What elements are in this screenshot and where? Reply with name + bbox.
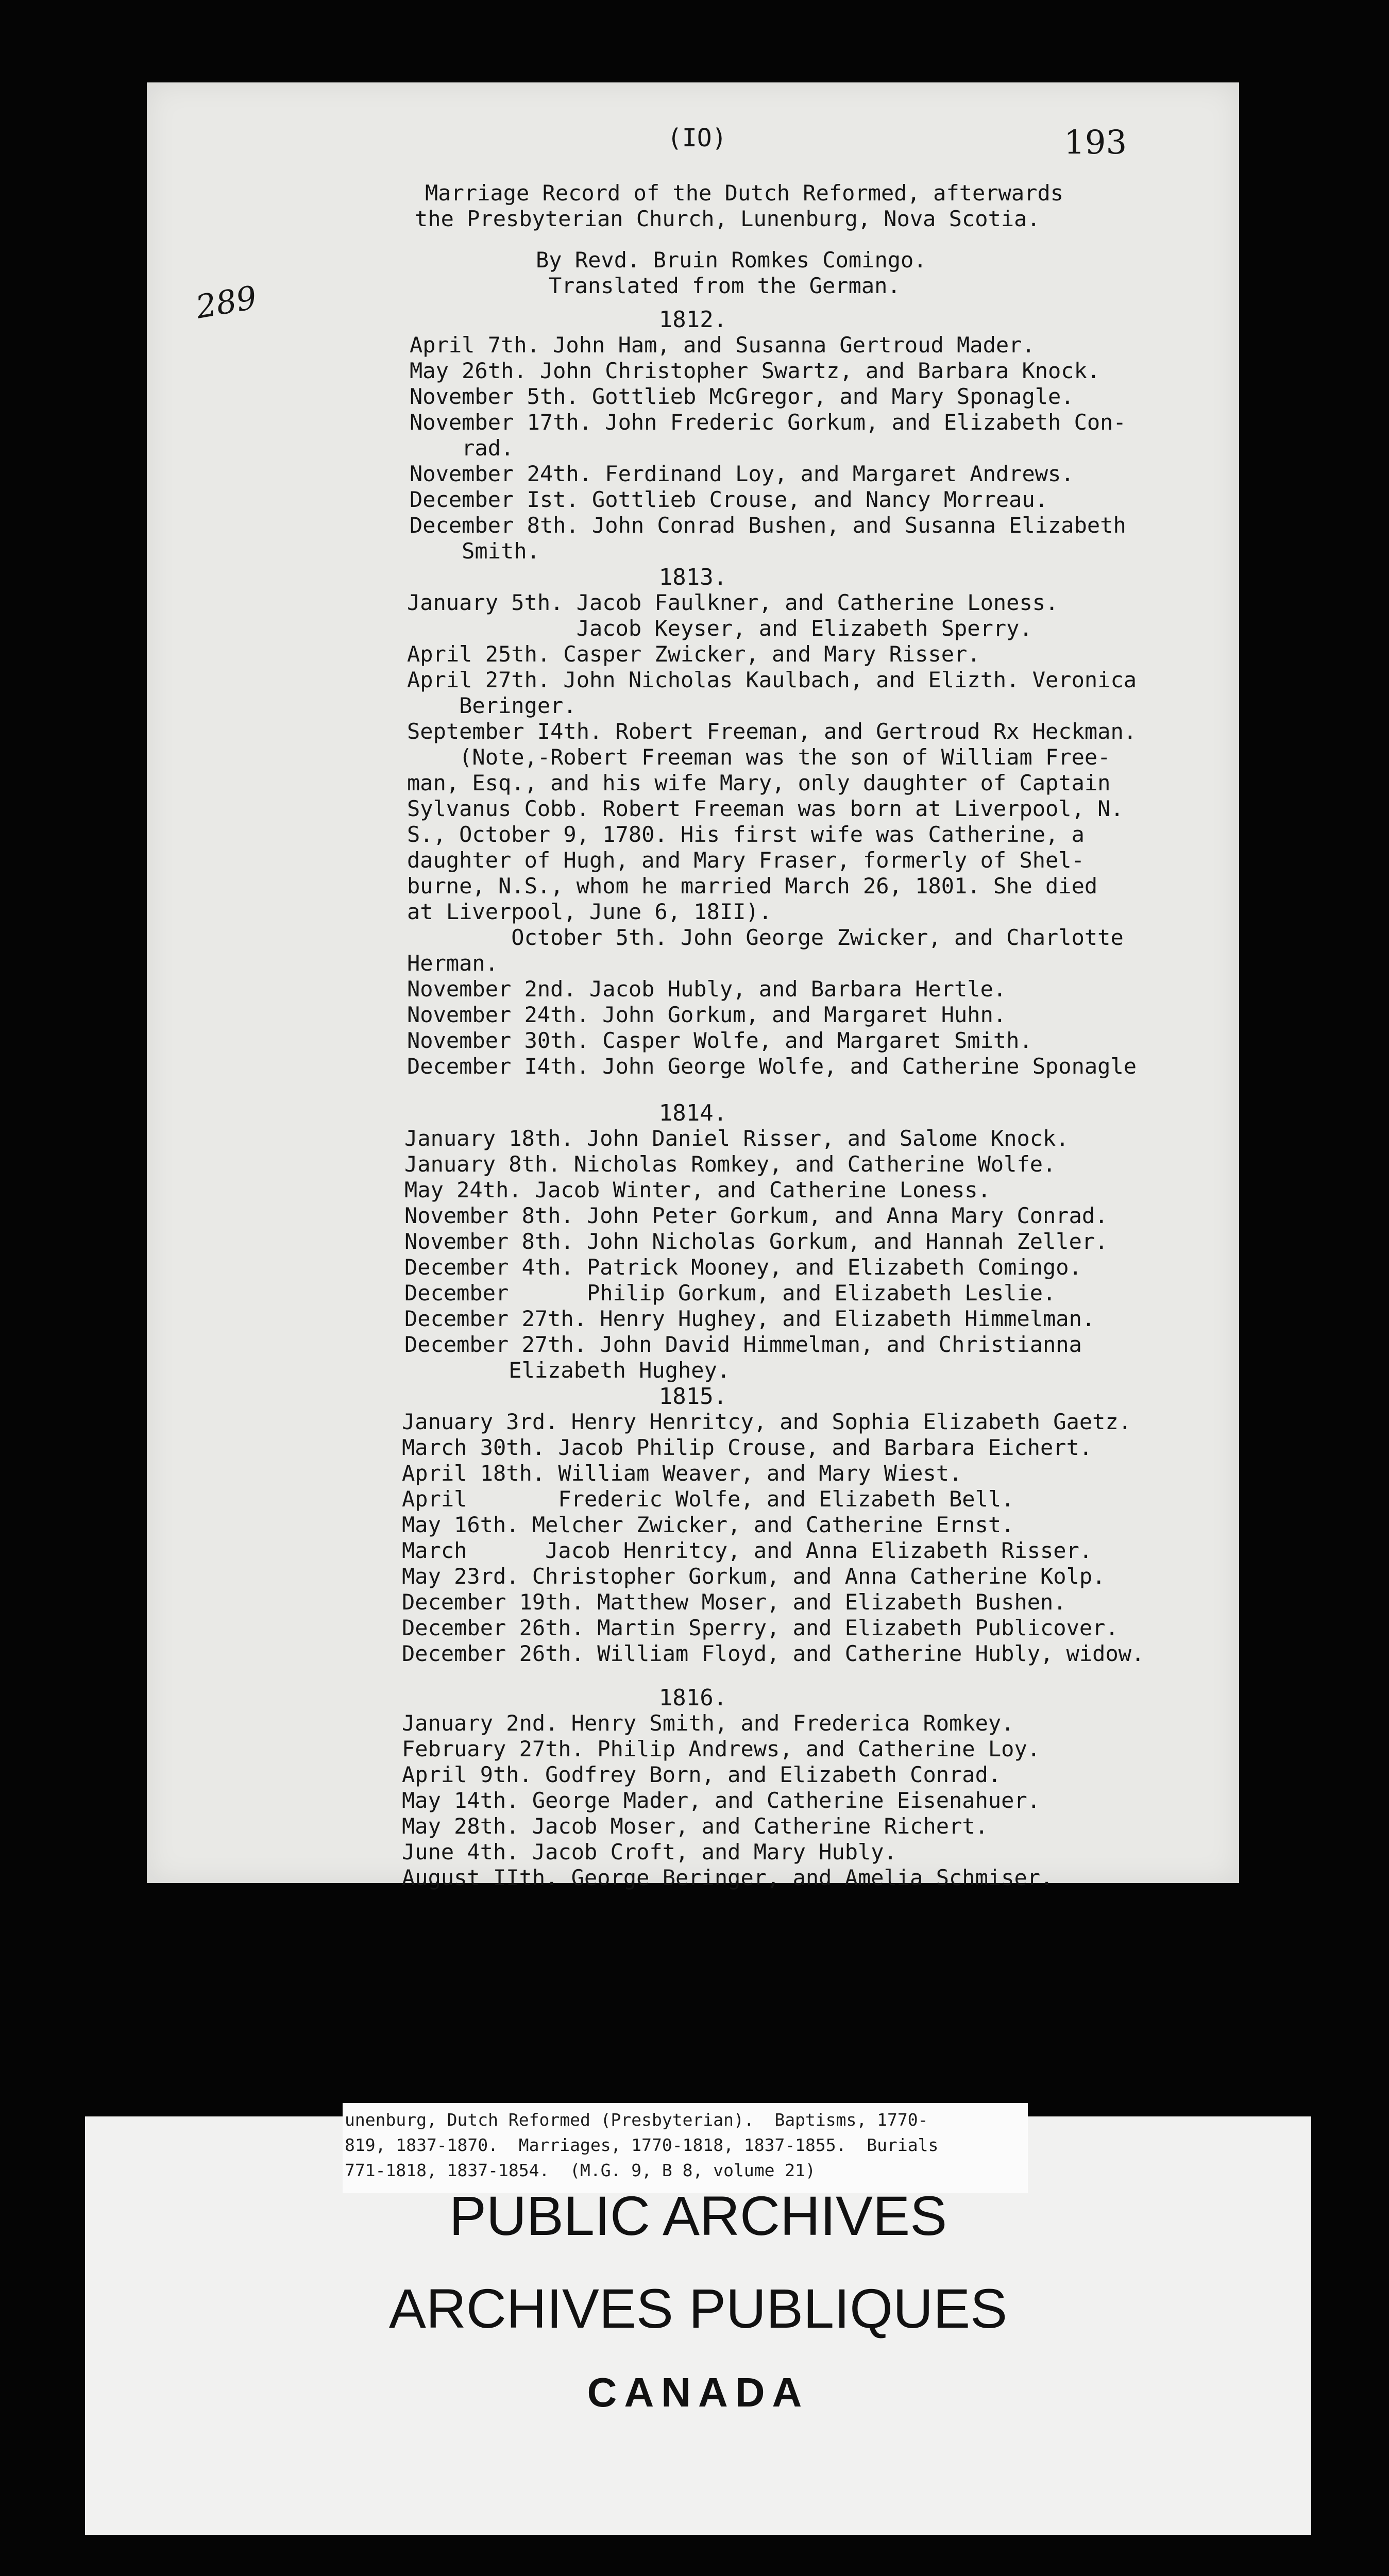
record-line: April 7th. John Ham, and Susanna Gertroud Mader. [410, 332, 1035, 358]
record-line: December Ist. Gottlieb Crouse, and Nancy Morreau. [410, 487, 1048, 512]
record-line: burne, N.S., whom he married March 26, 1801. She died [407, 873, 1098, 899]
record-line: January 18th. John Daniel Risser, and Salome Knock. [404, 1126, 1069, 1151]
record-line: May 14th. George Mader, and Catherine Eisenahuer. [402, 1788, 1041, 1813]
record-line: November 8th. John Nicholas Gorkum, and Hannah Zeller. [404, 1229, 1108, 1254]
record-line: December 27th. Henry Hughey, and Elizabeth Himmelman. [404, 1306, 1095, 1331]
record-line: October 5th. John George Zwicker, and Charlotte [407, 925, 1124, 950]
record-line: December Philip Gorkum, and Elizabeth Leslie. [404, 1280, 1056, 1306]
record-line: January 2nd. Henry Smith, and Frederica Romkey. [402, 1710, 1014, 1736]
record-line: November 5th. Gottlieb McGregor, and Mary Sponagle. [410, 384, 1074, 409]
record-line: May 26th. John Christopher Swartz, and Barbara Knock. [410, 358, 1100, 383]
record-line: November 24th. Ferdinand Loy, and Margaret Andrews. [410, 461, 1074, 486]
record-line: S., October 9, 1780. His first wife was Catherine, a [407, 822, 1085, 847]
record-line: December 26th. William Floyd, and Catherine Hubly, widow. [402, 1641, 1145, 1666]
record-line: December 26th. Martin Sperry, and Elizabeth Publicover. [402, 1615, 1119, 1640]
archives-title-french: ARCHIVES PUBLIQUES [388, 2277, 1008, 2340]
page-number: (IO) [667, 124, 727, 152]
archives-title-english: PUBLIC ARCHIVES [449, 2184, 947, 2247]
record-line: November 24th. John Gorkum, and Margaret Huhn. [407, 1002, 1007, 1027]
record-line: May 23rd. Christopher Gorkum, and Anna Catherine Kolp. [402, 1564, 1106, 1589]
record-line: May 24th. Jacob Winter, and Catherine Loness. [404, 1177, 991, 1202]
year-heading: 1815. [658, 1383, 727, 1410]
record-line: Herman. [407, 951, 499, 976]
title-line: the Presbyterian Church, Lunenburg, Nova Scotia. [415, 206, 1040, 231]
stamp-number: 193 [1064, 124, 1127, 162]
record-line: daughter of Hugh, and Mary Fraser, formerly of Shel- [407, 848, 1085, 873]
year-heading: 1814. [658, 1100, 727, 1126]
record-line: March 30th. Jacob Philip Crouse, and Barbara Eichert. [402, 1435, 1093, 1460]
record-line: Elizabeth Hughey. [404, 1358, 731, 1383]
record-line: November 30th. Casper Wolfe, and Margaret Smith. [407, 1028, 1032, 1053]
record-line: November 2nd. Jacob Hubly, and Barbara Hertle. [407, 976, 1007, 1002]
record-line: December 4th. Patrick Mooney, and Elizabeth Comingo. [404, 1255, 1082, 1280]
record-line: January 5th. Jacob Faulkner, and Catherine Loness. [407, 590, 1059, 615]
record-line: December I4th. John George Wolfe, and Catherine Sponagle [407, 1054, 1137, 1079]
margin-note: 289 [193, 278, 260, 326]
record-line: Beringer. [407, 693, 577, 718]
record-line: at Liverpool, June 6, 18II). [407, 899, 772, 924]
record-line: April 27th. John Nicholas Kaulbach, and Elizth. Veronica [407, 667, 1137, 692]
record-line: April 25th. Casper Zwicker, and Mary Risser. [407, 641, 980, 667]
archives-country: CANADA [587, 2369, 809, 2415]
catalog-label [343, 2103, 1028, 2193]
record-line: March Jacob Henritcy, and Anna Elizabeth Risser. [402, 1538, 1093, 1563]
record-line: Sylvanus Cobb. Robert Freeman was born at Liverpool, N. [407, 796, 1124, 821]
translation-line: Translated from the German. [549, 273, 901, 298]
record-line: May 16th. Melcher Zwicker, and Catherine Ernst. [402, 1512, 1014, 1537]
year-heading: 1812. [658, 307, 727, 333]
author-line: By Revd. Bruin Romkes Comingo. [536, 247, 927, 273]
document-page [147, 82, 1239, 1890]
record-line: rad. [410, 435, 514, 461]
catalog-line: 819, 1837-1870. Marriages, 1770-1818, 1837-1855. Burials [345, 2135, 939, 2155]
record-line: September I4th. Robert Freeman, and Gertroud Rx Heckman. [407, 719, 1137, 744]
record-line: April 9th. Godfrey Born, and Elizabeth Conrad. [402, 1762, 1002, 1787]
record-line: February 27th. Philip Andrews, and Catherine Loy. [402, 1736, 1041, 1761]
record-line: June 4th. Jacob Croft, and Mary Hubly. [402, 1839, 897, 1865]
record-line: January 8th. Nicholas Romkey, and Catherine Wolfe. [404, 1151, 1056, 1177]
catalog-line: 771-1818, 1837-1854. (M.G. 9, B 8, volume 21) [345, 2160, 816, 2180]
year-heading: 1816. [658, 1685, 727, 1711]
record-line: November 8th. John Peter Gorkum, and Anna Mary Conrad. [404, 1203, 1108, 1228]
record-line: December 19th. Matthew Moser, and Elizabeth Bushen. [402, 1589, 1066, 1615]
record-line: April Frederic Wolfe, and Elizabeth Bell. [402, 1486, 1014, 1512]
record-line: man, Esq., and his wife Mary, only daughter of Captain [407, 770, 1111, 795]
year-heading: 1813. [658, 564, 727, 590]
record-line: January 3rd. Henry Henritcy, and Sophia Elizabeth Gaetz. [402, 1409, 1132, 1434]
title-line: Marriage Record of the Dutch Reformed, afterwards [425, 180, 1064, 206]
catalog-line: unenburg, Dutch Reformed (Presbyterian). Baptisms, 1770- [345, 2110, 928, 2130]
record-line: (Note,-Robert Freeman was the son of William Free- [407, 744, 1111, 770]
record-line: Smith. [410, 538, 540, 564]
record-line: November 17th. John Frederic Gorkum, and Elizabeth Con- [410, 410, 1126, 435]
record-line: December 27th. John David Himmelman, and Christianna [404, 1332, 1082, 1357]
record-line: April 18th. William Weaver, and Mary Wiest. [402, 1461, 962, 1486]
record-line: December 8th. John Conrad Bushen, and Susanna Elizabeth [410, 513, 1126, 538]
record-line: August IIth. George Beringer, and Amelia Schmiser. [402, 1865, 1054, 1890]
record-line: May 28th. Jacob Moser, and Catherine Richert. [402, 1814, 988, 1839]
record-line: Jacob Keyser, and Elizabeth Sperry. [407, 616, 1032, 641]
